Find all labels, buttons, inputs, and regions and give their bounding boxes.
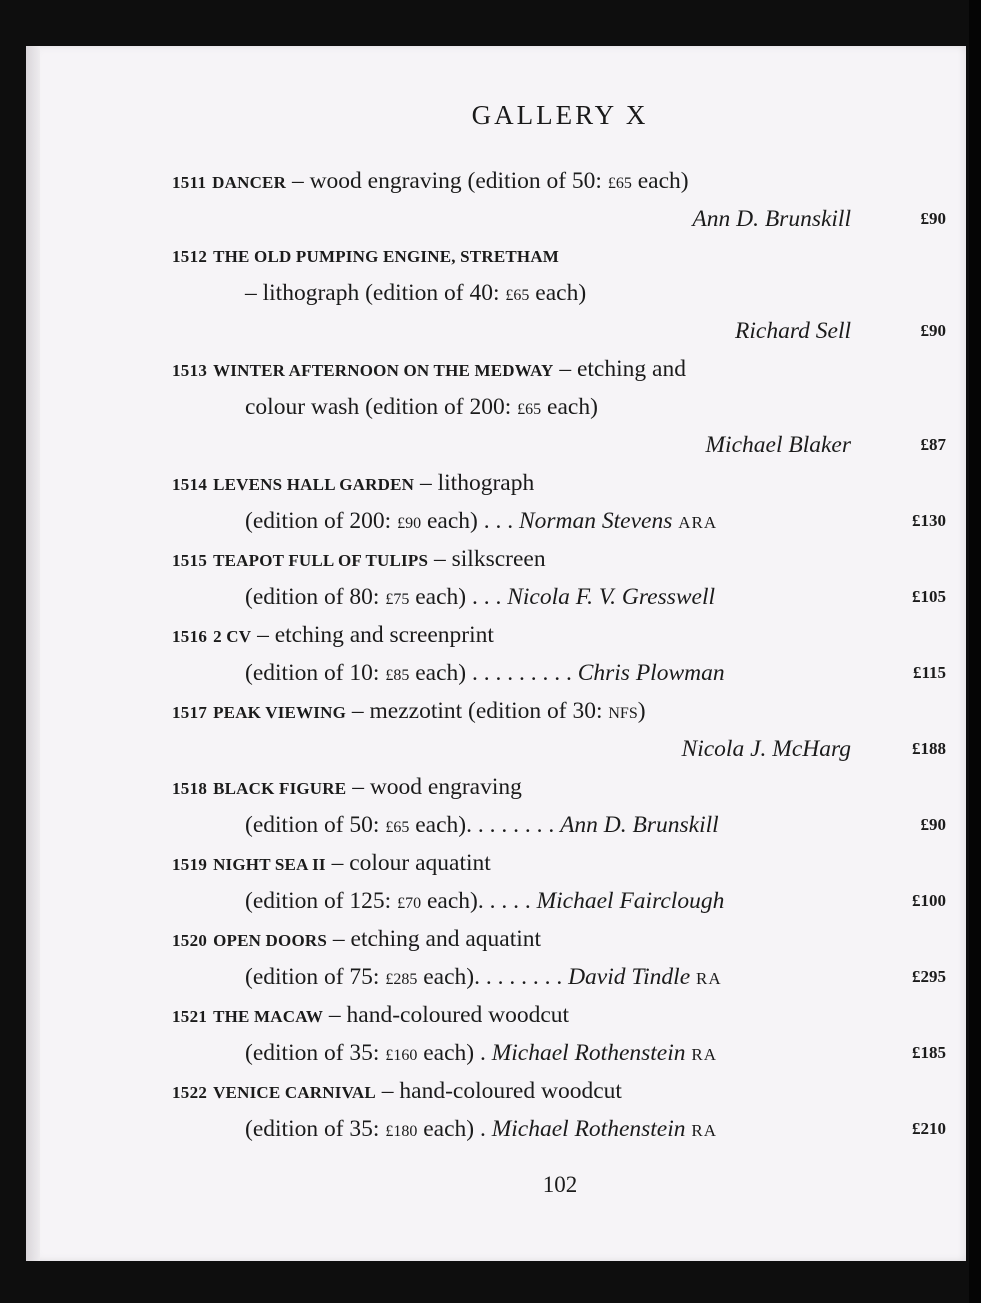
page-title: GALLERY X (471, 100, 649, 130)
artist-name: Michael Blaker (705, 432, 851, 458)
entry-1513-line-2: colour wash (edition of 200: £65 each) (245, 394, 598, 420)
entry-1514-line-1: 1514 LEVENS HALL GARDEN – lithograph (172, 470, 535, 496)
entry-1517-line-1: 1517 PEAK VIEWING – mezzotint (edition of 30: NFS) (172, 698, 646, 724)
entry-1512-line-1 (172, 240, 559, 272)
artist-name: Richard Sell (735, 318, 851, 344)
ra-suffix: RA (696, 969, 722, 988)
ra-suffix: ARA (678, 513, 718, 532)
price: £90 (920, 321, 946, 340)
entry-1516-line-1: 1516 2 CV – etching and screenprint (172, 622, 494, 648)
entry-number: 1521 (172, 1007, 208, 1026)
artist-name: Nicola F. V. Gresswell (507, 584, 716, 610)
entry-1518-line-1: 1518 BLACK FIGURE – wood engraving (172, 774, 522, 800)
artist-name: Michael Rothenstein (491, 1040, 686, 1066)
price: £188 (912, 739, 946, 758)
entry-number: 1511 (172, 173, 207, 192)
entry-number: 1517 (172, 703, 208, 722)
artist-name: Michael Fairclough (536, 888, 725, 914)
price: £90 (920, 209, 946, 228)
artist-name: David Tindle (568, 964, 691, 990)
entry-title: WINTER AFTERNOON ON THE MEDWAY (213, 361, 554, 380)
entry-title: DANCER (212, 173, 287, 192)
artist-name: Nicola J. McHarg (681, 736, 851, 762)
entry-1522-line-2: (edition of 35: £180 each) . Michael Rothenstein RA (245, 1116, 718, 1142)
price: £130 (912, 511, 946, 530)
entry-1520-line-1: 1520 OPEN DOORS – etching and aquatint (172, 926, 542, 952)
ra-suffix: RA (691, 1121, 718, 1140)
entry-1515-line-1: 1515 TEAPOT FULL OF TULIPS – silkscreen (172, 546, 546, 572)
artist-name: Michael Rothenstein (491, 1116, 686, 1142)
entry-title: LEVENS HALL GARDEN (213, 475, 415, 494)
entry-number: 1516 (172, 627, 208, 646)
price: £115 (912, 663, 946, 682)
entry-1514-line-2: (edition of 200: £90 each) . . . Norman Stevens ARA (245, 508, 718, 534)
price: £87 (920, 435, 946, 454)
entry-1522-line-1: 1522 VENICE CARNIVAL – hand-coloured woodcut (172, 1078, 622, 1104)
entry-title: THE OLD PUMPING ENGINE, STRETHAM (213, 247, 560, 266)
entry-number: 1514 (172, 475, 208, 494)
price: £105 (912, 587, 946, 606)
entry-1512-line-2: – lithograph (edition of 40: £65 each) (245, 280, 587, 306)
artist-name: Ann D. Brunskill (692, 206, 851, 232)
entry-title: VENICE CARNIVAL (213, 1083, 376, 1102)
entry-number: 1519 (172, 855, 208, 874)
price: £295 (912, 967, 946, 986)
entry-1511-line-1: 1511 DANCER – wood engraving (edition of 50: £65 each) (172, 168, 689, 194)
entry-1513-line-1: 1513 WINTER AFTERNOON ON THE MEDWAY – etching and (172, 356, 686, 382)
entry-title: THE MACAW (213, 1007, 324, 1026)
entry-number: 1522 (172, 1083, 208, 1102)
entry-number: 1512 (172, 247, 208, 266)
entry-1518-line-2: (edition of 50: £65 each). . . . . . . . Ann D. Brunskill (245, 812, 719, 838)
entry-number: 1520 (172, 931, 208, 950)
entry-1519-line-2: (edition of 125: £70 each). . . . . Michael Fairclough (245, 888, 725, 914)
entry-title: OPEN DOORS (213, 931, 328, 950)
artist-name: Chris Plowman (577, 660, 725, 686)
entry-1521-line-2: (edition of 35: £160 each) . Michael Rothenstein RA (245, 1040, 718, 1066)
price: £210 (912, 1119, 946, 1138)
entry-number: 1518 (172, 779, 208, 798)
artist-name: Norman Stevens (518, 508, 673, 534)
entry-number: 1513 (172, 361, 208, 380)
price: £90 (920, 815, 946, 834)
entry-number: 1515 (172, 551, 208, 570)
page-edge (26, 46, 40, 1261)
entry-1515-line-2: (edition of 80: £75 each) . . . Nicola F. V. Gresswell (245, 584, 716, 610)
entry-title: BLACK FIGURE (213, 779, 347, 798)
price: £185 (912, 1043, 946, 1062)
entry-1516-line-2: (edition of 10: £85 each) . . . . . . . . . Chris Plowman (245, 660, 725, 686)
entry-title: 2 CV (213, 627, 252, 646)
entry-title: NIGHT SEA II (213, 855, 326, 874)
entry-1520-line-2: (edition of 75: £285 each). . . . . . . . David Tindle RA (245, 964, 722, 990)
ra-suffix: RA (691, 1045, 718, 1064)
entry-title: PEAK VIEWING (213, 703, 346, 722)
price: £100 (912, 891, 946, 910)
entry-1521-line-1: 1521 THE MACAW – hand-coloured woodcut (172, 1002, 570, 1028)
book-spine (969, 0, 981, 1303)
page-number: 102 (542, 1172, 578, 1197)
entry-title: TEAPOT FULL OF TULIPS (213, 551, 429, 570)
entry-1519-line-1: 1519 NIGHT SEA II – colour aquatint (172, 850, 491, 876)
artist-name: Ann D. Brunskill (560, 812, 719, 838)
